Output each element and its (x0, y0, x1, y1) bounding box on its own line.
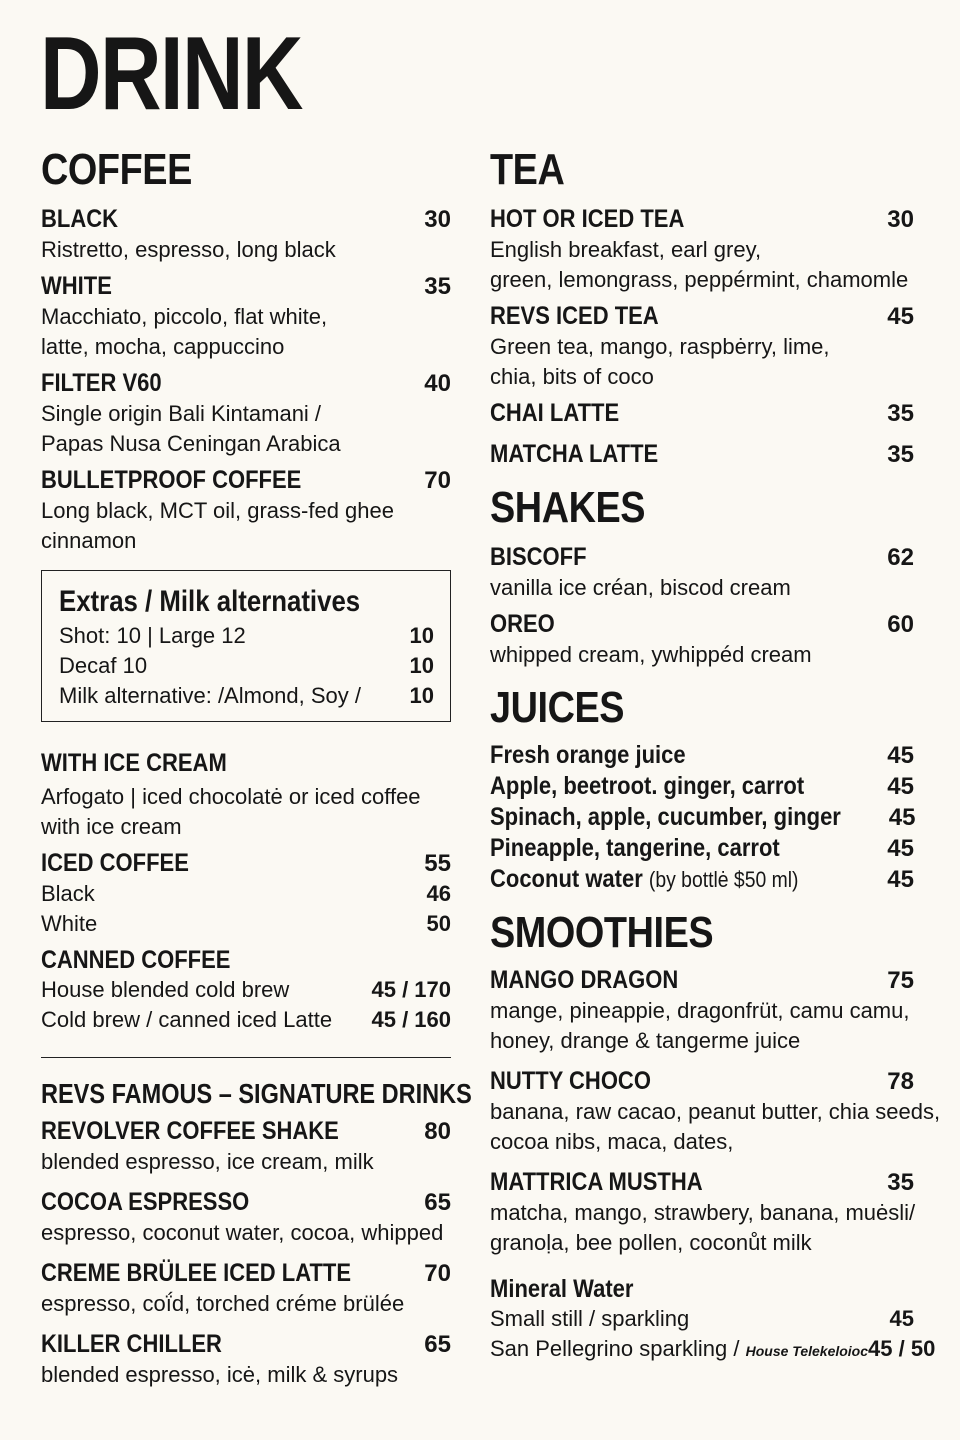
item-price: 35 (424, 273, 451, 300)
water-item (490, 1304, 914, 1334)
item-desc: White (41, 911, 98, 936)
item-desc: Single origin Bali Kintamani / (41, 401, 322, 426)
item-price: 50 (426, 911, 451, 936)
tea-item (490, 439, 914, 470)
extras-price: 10 (409, 683, 434, 708)
with-ice-cream (41, 748, 451, 842)
smoothie-item (490, 1167, 914, 1258)
item-name: BULLETPROOF COFFEE (41, 466, 302, 494)
left-column (41, 145, 472, 1390)
signature-item (41, 1187, 451, 1248)
item-desc: blended espresso, ice cream, milk (41, 1149, 374, 1174)
item-desc: espresso, coconut water, cocoa, whipped (41, 1220, 444, 1245)
extras-price: 10 (409, 653, 434, 678)
item-price: 45 (887, 303, 914, 330)
item-desc: Long black, MCT oil, grass-fed ghee (41, 498, 394, 523)
extras-price: 10 (409, 623, 434, 648)
item-desc: banana, raw cacao, peanut butter, chia seeds, (490, 1099, 941, 1124)
item-name: NUTTY CHOCO (490, 1067, 651, 1095)
coffee-item-filter (41, 368, 451, 459)
juices-heading: JUICES (490, 683, 625, 732)
item-price: 45 / 50 (868, 1336, 936, 1361)
extras-box (41, 570, 451, 722)
item-desc: Macchiato, piccolo, flat white, (41, 304, 328, 329)
item-name: Apple, beetroot. ginger, carrot (490, 772, 805, 800)
item-desc: chia, bits of coco (490, 364, 654, 389)
item-price: 45 (888, 804, 916, 831)
coffee-heading: COFFEE (41, 145, 192, 194)
juice-item (490, 771, 914, 802)
tea-heading: TEA (490, 145, 565, 194)
item-price: 55 (424, 850, 451, 877)
item-price: 70 (424, 467, 451, 494)
item-desc: latte, mocha, cappuccino (41, 334, 285, 359)
item-desc: San Pellegrino sparkling / (490, 1336, 740, 1361)
shakes-heading: SHAKES (490, 483, 646, 532)
smoothie-item (490, 965, 914, 1056)
item-name: OREO (490, 610, 555, 638)
item-price: 45 / 160 (371, 1007, 451, 1032)
item-price: 78 (887, 1068, 914, 1095)
coffee-item-bulletproof (41, 465, 451, 556)
item-desc: Black (41, 881, 95, 906)
item-desc: vanilla ice créan, biscod cream (490, 575, 791, 600)
item-price: 80 (424, 1118, 451, 1145)
coffee-item-black (41, 204, 451, 265)
juice-item (490, 864, 914, 895)
item-desc: Green tea, mango, raspbėrry, lime, (490, 334, 830, 359)
item-price: 35 (887, 400, 914, 427)
item-price: 45 (887, 773, 914, 800)
item-price: 70 (424, 1260, 451, 1287)
item-desc: honey, drange & tangerme juice (490, 1028, 801, 1053)
signature-item (41, 1116, 451, 1177)
juice-item (490, 833, 914, 864)
item-name: KILLER CHILLER (41, 1330, 222, 1358)
item-desc: Arfogato | iced chocolatė or iced coffee (41, 784, 421, 809)
extras-heading: Extras / Milk alternatives (59, 585, 361, 618)
item-note: (by bottlė $50 ml) (648, 867, 799, 892)
item-desc: matcha, mango, strawbery, banana, muėsli/ (490, 1200, 916, 1225)
juice-item (490, 740, 914, 771)
item-name: Spinach, apple, cucumber, ginger (490, 803, 841, 831)
item-desc: green, lemongrass, peppérmint, chamomle (490, 267, 909, 292)
item-price: 46 (426, 881, 451, 906)
item-note: House Telekeloioc (745, 1343, 869, 1359)
item-name: Coconut water (490, 865, 643, 893)
item-desc: whipped cream, ywhippéd cream (490, 642, 812, 667)
item-desc: Cold brew / canned iced Latte (41, 1007, 333, 1032)
juice-item (490, 802, 914, 833)
item-price: 45 (887, 835, 914, 862)
item-name: HOT OR ICED TEA (490, 205, 685, 233)
item-price: 60 (887, 611, 914, 638)
item-desc: granoḷa, bee pollen, coconůt milk (490, 1230, 812, 1255)
water-heading: Mineral Water (490, 1275, 634, 1303)
smoothie-item (490, 1066, 941, 1157)
item-name: MANGO DRAGON (490, 966, 679, 994)
right-column (490, 145, 941, 1366)
iced-coffee (41, 848, 451, 939)
item-price: 75 (887, 967, 914, 994)
item-name: MATCHA LATTE (490, 440, 659, 468)
item-desc: House blended cold brew (41, 977, 290, 1002)
shake-item (490, 542, 914, 603)
item-price: 62 (887, 544, 914, 571)
item-price: 45 (887, 742, 914, 769)
item-desc: blended espresso, icė, milk & syrups (41, 1362, 399, 1387)
coffee-item-white (41, 271, 451, 362)
item-desc: espresso, coḯd, torched créme brülée (41, 1291, 405, 1316)
shake-item (490, 609, 914, 670)
item-price: 45 / 170 (371, 977, 451, 1002)
item-price: 45 (889, 1306, 914, 1331)
extras-label: Decaf 10 (59, 653, 148, 678)
canned-coffee (41, 945, 451, 1035)
signature-item (41, 1329, 451, 1390)
item-price: 35 (887, 1169, 914, 1196)
item-name: BISCOFF (490, 543, 587, 571)
item-desc: Papas Nusa Ceningan Arabica (41, 431, 341, 456)
item-desc: Small still / sparkling (490, 1306, 690, 1331)
item-name: CREME BRÜLEE ICED LATTE (41, 1259, 352, 1287)
smoothies-heading: SMOOTHIES (490, 908, 714, 957)
water-item (490, 1334, 936, 1366)
item-name: FILTER V60 (41, 369, 162, 397)
item-price: 65 (424, 1331, 451, 1358)
tea-item (490, 204, 914, 295)
tea-item (490, 398, 914, 429)
item-price: 65 (424, 1189, 451, 1216)
signature-heading: REVS FAMOUS – SIGNATURE DRINKS (41, 1078, 472, 1109)
item-desc: Ristretto, espresso, long black (41, 237, 336, 262)
item-desc: mange, pineappie, dragonfrüt, camu camu, (490, 998, 910, 1023)
item-price: 30 (887, 206, 914, 233)
item-name: CANNED COFFEE (41, 946, 231, 974)
section-divider (41, 1057, 451, 1058)
item-price: 35 (887, 441, 914, 468)
item-desc: with ice cream (41, 814, 182, 839)
signature-item (41, 1258, 451, 1319)
item-desc: English breakfast, earl grey, (490, 237, 762, 262)
item-name: WITH ICE CREAM (41, 749, 227, 777)
item-price: 30 (424, 206, 451, 233)
menu-title: DRINK (40, 16, 302, 132)
item-name: COCOA ESPRESSO (41, 1188, 250, 1216)
item-name: REVOLVER COFFEE SHAKE (41, 1117, 339, 1145)
item-name: MATTRICA MUSTHA (490, 1168, 703, 1196)
item-price: 40 (424, 370, 451, 397)
item-name: ICED COFFEE (41, 849, 189, 877)
item-name: Fresh orange juice (490, 741, 686, 769)
item-name: WHITE (41, 272, 112, 300)
item-name: CHAI LATTE (490, 399, 620, 427)
item-price: 45 (887, 866, 914, 893)
item-name: Pineapple, tangerine, carrot (490, 834, 780, 862)
extras-label: Milk alternative: /Almond, Soy / (59, 683, 362, 708)
extras-label: Shot: 10 | Large 12 (59, 623, 246, 648)
item-desc: cinnamon (41, 528, 137, 553)
tea-item (490, 301, 914, 392)
item-name: BLACK (41, 205, 118, 233)
item-name: REVS ICED TEA (490, 302, 659, 330)
item-desc: cocoa nibs, maca, dates, (490, 1129, 734, 1154)
